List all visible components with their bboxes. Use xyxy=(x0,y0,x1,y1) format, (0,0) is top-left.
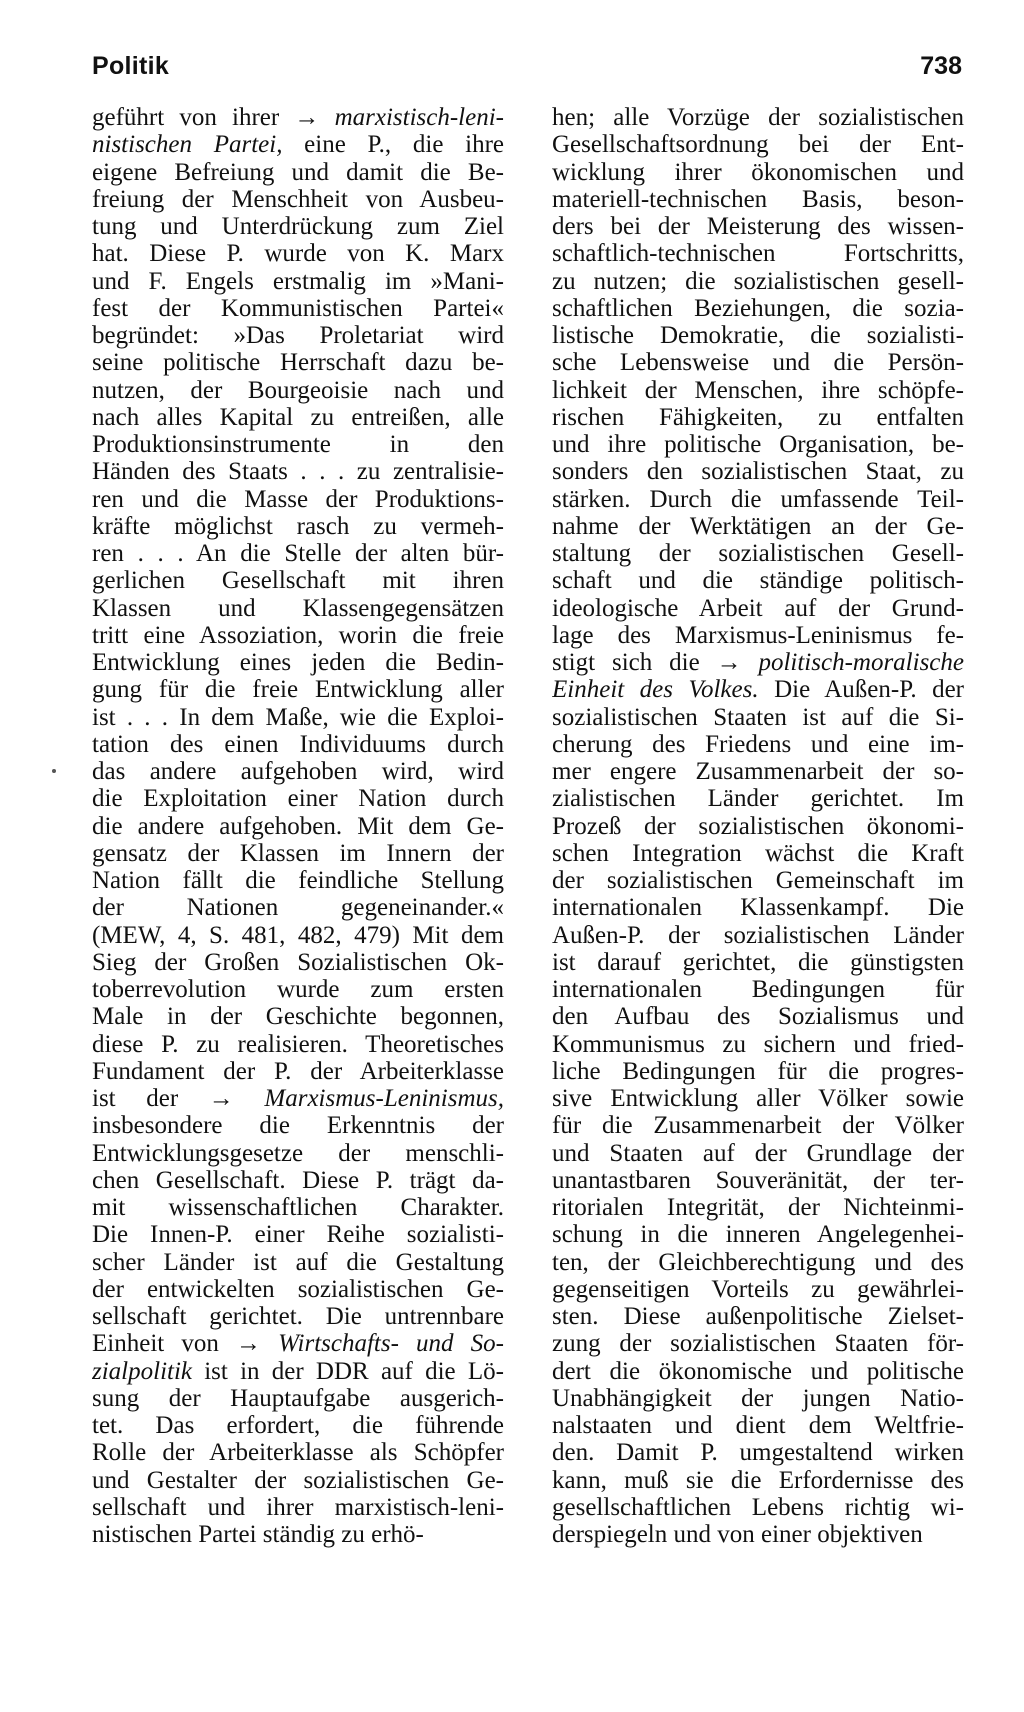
text-line xyxy=(552,867,964,894)
text-run: insbesondere die Erkenntnis der xyxy=(92,1112,504,1140)
text-line xyxy=(552,1085,964,1112)
text-run: zialistischen Länder gerichtet. Im xyxy=(552,785,964,813)
text-line xyxy=(92,213,504,240)
text-run: Male in der Geschichte begonnen, xyxy=(92,1003,504,1031)
text-run: gung für die freie Entwicklung aller xyxy=(92,676,504,704)
text-line xyxy=(552,649,964,676)
text-line xyxy=(552,431,964,458)
text-run: ideologische Arbeit auf der Grund- xyxy=(552,594,964,622)
text-run: diese P. zu realisieren. Theoretisches xyxy=(92,1030,504,1058)
text-run: ist der → xyxy=(92,1085,265,1112)
text-run: Die Außen-P. der xyxy=(758,676,964,704)
text-line xyxy=(552,1031,964,1058)
text-line xyxy=(92,595,504,622)
running-header xyxy=(92,52,962,88)
text-line xyxy=(552,540,964,567)
text-run: nach alles Kapital zu entreißen, alle xyxy=(92,403,504,431)
text-run: die andere aufgehoben. Mit dem Ge- xyxy=(92,812,504,840)
text-run: hen; alle Vorzüge der sozialistischen xyxy=(552,104,964,131)
text-run: schaftlich-technischen Fortschritts, xyxy=(552,240,964,268)
text-line xyxy=(552,159,964,186)
text-line xyxy=(92,949,504,976)
text-run: schen Integration wächst die Kraft xyxy=(552,839,964,867)
text-line xyxy=(92,1439,504,1466)
text-line xyxy=(552,840,964,867)
text-run: liche Bedingungen für die progres- xyxy=(552,1057,964,1085)
text-line xyxy=(552,349,964,376)
text-line xyxy=(92,513,504,540)
text-run: und F. Engels erstmalig im »Mani- xyxy=(92,267,504,295)
text-run: mer engere Zusammenarbeit der so- xyxy=(552,758,964,785)
text-line xyxy=(92,1303,504,1330)
text-line xyxy=(92,322,504,349)
text-run: tet. Das erfordert, die führende xyxy=(92,1412,504,1439)
text-run: materiell-technischen Basis, beson- xyxy=(552,185,964,213)
text-run: ren und die Masse der Produktions- xyxy=(92,485,504,513)
text-run: Produktionsinstrumente in den xyxy=(92,431,504,458)
text-run: internationalen Klassenkampf. Die xyxy=(552,894,964,922)
text-line xyxy=(92,186,504,213)
text-run: schung in die inneren Angelegenhei- xyxy=(552,1221,964,1249)
text-line xyxy=(552,1412,964,1439)
right-text-column xyxy=(552,104,964,1548)
text-run: gegenseitigen Vorteils zu gewährlei- xyxy=(552,1275,964,1303)
text-line xyxy=(552,322,964,349)
text-run: Fundament der P. der Arbeiterklasse xyxy=(92,1057,504,1085)
text-run: Rolle der Arbeiterklasse als Schöpfer xyxy=(92,1439,504,1467)
text-run: stärken. Durch die umfassende Teil- xyxy=(552,485,964,513)
text-run: ders bei der Meisterung des wissen- xyxy=(552,213,964,240)
text-line xyxy=(92,976,504,1003)
text-run: Gesellschaftsordnung bei der Ent- xyxy=(552,131,964,159)
text-run: cherung des Friedens und eine im- xyxy=(552,730,964,758)
text-line xyxy=(552,1467,964,1494)
text-line xyxy=(92,867,504,894)
text-run: Sieg der Großen Sozialistischen Ok- xyxy=(92,948,504,976)
text-run: die Exploitation einer Nation durch xyxy=(92,785,504,813)
text-run: Außen-P. der sozialistischen Länder xyxy=(552,921,964,949)
text-run: der entwickelten sozialistischen Ge- xyxy=(92,1275,504,1303)
text-line xyxy=(92,922,504,949)
text-line xyxy=(92,240,504,267)
text-line xyxy=(552,213,964,240)
text-run: (MEW, 4, S. 481, 482, 479) Mit dem xyxy=(92,921,504,949)
text-line xyxy=(552,1276,964,1303)
text-run: das andere aufgehoben wird, wird xyxy=(92,758,504,785)
text-run: der Nationen gegeneinander.« xyxy=(92,894,504,922)
text-line xyxy=(92,1194,504,1221)
text-run: den Aufbau des Sozialismus und xyxy=(552,1003,964,1031)
text-line xyxy=(92,567,504,594)
text-run: gesellschaftlichen Lebens richtig wi- xyxy=(552,1493,964,1521)
text-line xyxy=(552,1221,964,1248)
text-run: und Staaten auf der Grundlage der xyxy=(552,1139,964,1167)
text-run: derspiegeln und von einer objektiven xyxy=(552,1521,923,1548)
text-line xyxy=(92,1058,504,1085)
text-line xyxy=(92,1494,504,1521)
text-line xyxy=(552,377,964,404)
text-line xyxy=(92,458,504,485)
text-line xyxy=(92,131,504,158)
text-line xyxy=(92,404,504,431)
text-line xyxy=(552,1494,964,1521)
text-line xyxy=(92,813,504,840)
text-line xyxy=(552,268,964,295)
text-line xyxy=(552,704,964,731)
text-line xyxy=(552,1303,964,1330)
cross-reference[interactable]: zialpolitik xyxy=(92,1357,192,1385)
text-run: und ihre politische Organisation, be- xyxy=(552,431,964,458)
text-run: rischen Fähigkeiten, zu entfalten xyxy=(552,403,964,431)
text-line xyxy=(92,1330,504,1357)
text-line xyxy=(92,1276,504,1303)
text-run: sellschaft gerichtet. Die untrennbare xyxy=(92,1303,504,1330)
page-number: 738 xyxy=(920,52,962,80)
text-run: sozialistischen Staaten ist auf die Si- xyxy=(552,703,964,731)
text-line xyxy=(552,785,964,812)
text-run: sellschaft und ihrer marxistisch-leni- xyxy=(92,1493,504,1521)
text-line xyxy=(552,894,964,921)
text-run: tritt eine Assoziation, worin die freie xyxy=(92,621,504,649)
text-line xyxy=(552,404,964,431)
text-line xyxy=(552,1194,964,1221)
text-line xyxy=(552,567,964,594)
text-run: listische Demokratie, die sozialisti- xyxy=(552,322,964,349)
text-run: nutzen, der Bourgeoisie nach und xyxy=(92,376,504,404)
text-run: begründet: »Das Proletariat wird xyxy=(92,322,504,349)
cross-reference[interactable]: Einheit des Volkes. xyxy=(552,676,759,704)
text-line xyxy=(92,1358,504,1385)
text-line xyxy=(92,1385,504,1412)
cross-reference[interactable]: marxistisch-leni- xyxy=(334,104,504,131)
text-line xyxy=(552,949,964,976)
text-run: internationalen Bedingungen für xyxy=(552,976,964,1003)
text-run: sung der Hauptaufgabe ausgerich- xyxy=(92,1384,504,1412)
text-run: Einheit von → xyxy=(92,1330,279,1358)
text-run: der sozialistischen Gemeinschaft im xyxy=(552,867,964,894)
text-line xyxy=(552,595,964,622)
text-run: chen Gesellschaft. Diese P. trägt da- xyxy=(92,1166,504,1194)
text-run: Kommunismus zu sichern und fried- xyxy=(552,1030,964,1058)
text-line xyxy=(552,1385,964,1412)
text-line xyxy=(92,649,504,676)
text-run: nalstaaten und dient dem Weltfrie- xyxy=(552,1412,964,1439)
text-line xyxy=(552,1058,964,1085)
text-line xyxy=(92,704,504,731)
text-line xyxy=(552,295,964,322)
text-run: eine P., die ihre xyxy=(282,131,504,159)
text-line xyxy=(92,1467,504,1494)
text-run: Entwicklungsgesetze der menschli- xyxy=(92,1139,504,1167)
text-run: sten. Diese außenpolitische Zielset- xyxy=(552,1303,964,1330)
text-run: freiung der Menschheit von Ausbeu- xyxy=(92,185,504,213)
text-line xyxy=(552,731,964,758)
text-run: unantastbaren Souveränität, der ter- xyxy=(552,1166,964,1194)
text-line xyxy=(92,431,504,458)
text-run: geführt von ihrer → xyxy=(92,104,335,131)
text-run: scher Länder ist auf die Gestaltung xyxy=(92,1248,504,1276)
text-line xyxy=(552,1439,964,1466)
text-run: sche Lebensweise und die Persön- xyxy=(552,349,964,377)
text-line xyxy=(552,1358,964,1385)
text-line xyxy=(92,295,504,322)
cross-reference[interactable]: nistischen Partei, xyxy=(92,131,283,159)
text-line xyxy=(552,1521,964,1548)
text-line xyxy=(92,1249,504,1276)
text-run: ten, der Gleichberechtigung und des xyxy=(552,1248,964,1276)
text-run: kann, muß sie die Erfordernisse des xyxy=(552,1466,964,1494)
text-line xyxy=(552,486,964,513)
text-line xyxy=(92,785,504,812)
text-run: tung und Unterdrückung zum Ziel xyxy=(92,213,504,240)
text-run: sive Entwicklung aller Völker sowie xyxy=(552,1085,964,1112)
text-line xyxy=(92,1221,504,1248)
text-line xyxy=(92,349,504,376)
text-line xyxy=(552,813,964,840)
cross-reference[interactable]: politisch-moralische xyxy=(758,649,964,676)
text-line xyxy=(552,976,964,1003)
text-line xyxy=(552,1330,964,1357)
text-run: kräfte möglichst rasch zu vermeh- xyxy=(92,512,504,540)
text-line xyxy=(552,676,964,703)
text-line xyxy=(92,104,504,131)
text-run: Händen des Staats . . . zu zentralisie- xyxy=(92,458,504,486)
text-run: Klassen und Klassengegensätzen xyxy=(92,594,504,622)
text-line xyxy=(92,731,504,758)
text-line xyxy=(552,1003,964,1030)
text-line xyxy=(552,458,964,485)
text-run: stigt sich die → xyxy=(552,649,759,676)
text-run: zu nutzen; die sozialistischen gesell- xyxy=(552,267,964,295)
text-run: Unabhängigkeit der jungen Natio- xyxy=(552,1384,964,1412)
section-title: Politik xyxy=(92,52,170,80)
text-line xyxy=(92,894,504,921)
text-run: dert die ökonomische und politische xyxy=(552,1357,964,1385)
text-line xyxy=(92,1140,504,1167)
text-run: Nation fällt die feindliche Stellung xyxy=(92,867,504,894)
text-run: hat. Diese P. wurde von K. Marx xyxy=(92,240,504,268)
text-line xyxy=(92,1412,504,1439)
text-run: gerlichen Gesellschaft mit ihren xyxy=(92,567,504,595)
text-line xyxy=(92,1112,504,1139)
text-run: ist darauf gerichtet, die günstigsten xyxy=(552,948,964,976)
left-text-column xyxy=(92,104,504,1548)
text-line xyxy=(552,922,964,949)
text-line xyxy=(552,1140,964,1167)
text-run: nistischen Partei ständig zu erhö- xyxy=(92,1521,424,1548)
text-line xyxy=(552,1167,964,1194)
text-line xyxy=(552,186,964,213)
text-line xyxy=(552,622,964,649)
text-line xyxy=(552,758,964,785)
text-run: wicklung ihrer ökonomischen und xyxy=(552,158,964,186)
text-line xyxy=(92,622,504,649)
text-line xyxy=(92,377,504,404)
text-run: mit wissenschaftlichen Charakter. xyxy=(92,1194,504,1221)
text-run: staltung der sozialistischen Gesell- xyxy=(552,540,964,567)
text-run: gensatz der Klassen im Innern der xyxy=(92,839,504,867)
text-line xyxy=(552,240,964,267)
text-line xyxy=(92,1031,504,1058)
text-line xyxy=(92,1521,504,1548)
text-run: Die Innen-P. einer Reihe sozialisti- xyxy=(92,1221,504,1249)
text-run: für die Zusammenarbeit der Völker xyxy=(552,1112,964,1140)
text-run: den. Damit P. umgestaltend wirken xyxy=(552,1439,964,1467)
text-run: ren . . . An die Stelle der alten bür- xyxy=(92,540,504,567)
print-speck xyxy=(52,769,56,773)
text-run: eigene Befreiung und damit die Be- xyxy=(92,158,504,186)
text-run: ritorialen Integrität, der Nichteinmi- xyxy=(552,1194,964,1221)
text-run: zung der sozialistischen Staaten för- xyxy=(552,1330,964,1358)
text-run: ist . . . In dem Maße, wie die Exploi- xyxy=(92,703,504,731)
text-line xyxy=(552,104,964,131)
cross-reference[interactable]: Marxismus-Leninismus, xyxy=(264,1085,504,1112)
text-run: schaft und die ständige politisch- xyxy=(552,567,964,595)
text-line xyxy=(92,1085,504,1112)
text-run: Prozeß der sozialistischen ökonomi- xyxy=(552,812,964,840)
text-run: tation des einen Individuums durch xyxy=(92,730,504,758)
text-line xyxy=(552,1249,964,1276)
text-line xyxy=(552,131,964,158)
text-run: ist in der DDR auf die Lö- xyxy=(192,1357,504,1385)
text-run: schaftlichen Beziehungen, die sozia- xyxy=(552,294,964,322)
text-line xyxy=(92,268,504,295)
text-run: Entwicklung eines jeden die Bedin- xyxy=(92,649,504,676)
text-line xyxy=(92,540,504,567)
text-run: toberrevolution wurde zum ersten xyxy=(92,976,504,1003)
text-run: seine politische Herrschaft dazu be- xyxy=(92,349,504,377)
cross-reference[interactable]: Wirtschafts- und So- xyxy=(278,1330,504,1358)
text-line xyxy=(92,1003,504,1030)
text-line xyxy=(92,840,504,867)
text-line xyxy=(92,758,504,785)
text-run: fest der Kommunistischen Partei« xyxy=(92,294,504,322)
text-line xyxy=(92,676,504,703)
text-line xyxy=(92,1167,504,1194)
text-run: lichkeit der Menschen, ihre schöpfe- xyxy=(552,376,964,404)
text-line xyxy=(92,159,504,186)
text-run: und Gestalter der sozialistischen Ge- xyxy=(92,1466,504,1494)
text-run: lage des Marxismus-Leninismus fe- xyxy=(552,621,964,649)
text-run: nahme der Werktätigen an der Ge- xyxy=(552,512,964,540)
text-line xyxy=(552,1112,964,1139)
text-run: sonders den sozialistischen Staat, zu xyxy=(552,458,964,486)
text-line xyxy=(552,513,964,540)
text-line xyxy=(92,486,504,513)
